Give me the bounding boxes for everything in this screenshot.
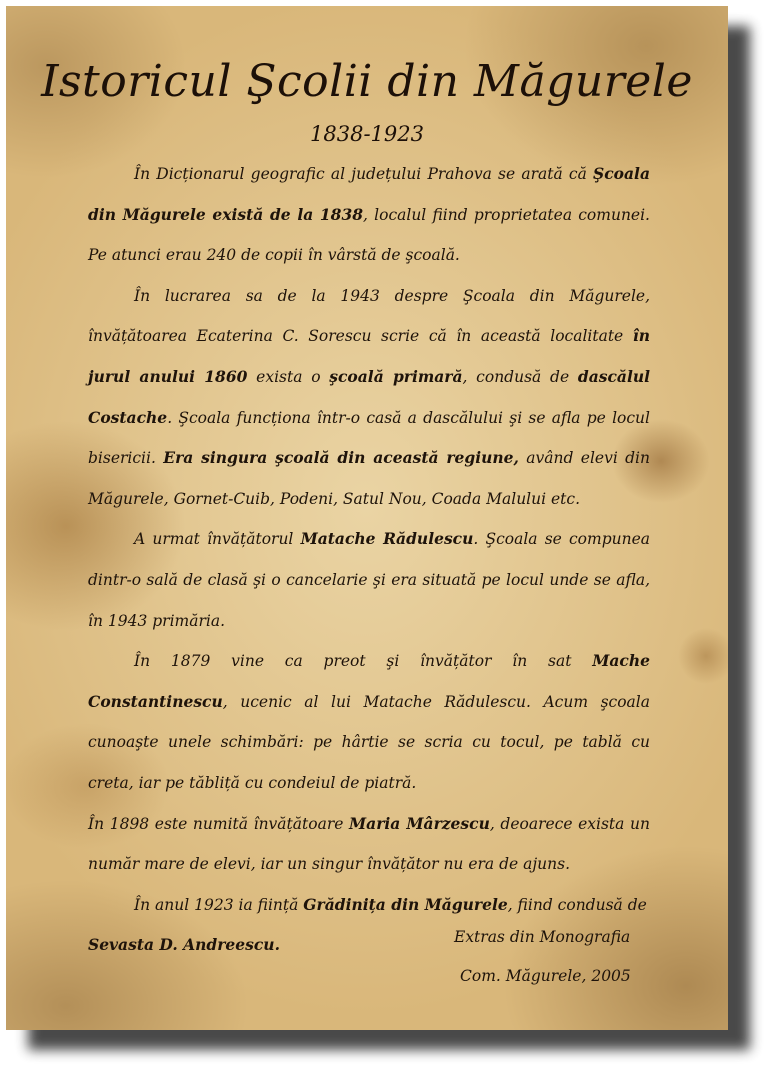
paragraph-bold: şcoală primară bbox=[329, 366, 463, 386]
source-note-line-1: Extras din Monografia bbox=[454, 928, 631, 946]
page-years: 1838-1923 bbox=[310, 122, 424, 146]
paragraph-text: În 1898 este numită învățătoare bbox=[88, 814, 350, 833]
source-note-line-2: Com. Măgurele, 2005 bbox=[460, 967, 631, 985]
paragraph-bold: dascălul Costache bbox=[88, 366, 651, 427]
paragraph-text: În 1879 vine ca preot şi învățător în sat bbox=[134, 652, 593, 671]
document-body bbox=[88, 154, 650, 966]
page-title: Istoricul Şcolii din Măgurele bbox=[41, 56, 693, 107]
paragraph-6 bbox=[88, 885, 650, 966]
paragraph-text: , deoarece exista un număr mare de elevi, iar un singur învățător nu era de ajuns. bbox=[88, 814, 650, 874]
paragraph-bold: Grădinița din Măgurele bbox=[303, 894, 508, 914]
paragraph-text: , localul fiind proprietatea comunei. Pe atunci erau 240 de copii în vârstă de şcoală. bbox=[88, 205, 650, 265]
paragraph-1 bbox=[88, 154, 650, 276]
paragraph-text: având elevi din Măgurele, Gornet-Cuib, Podeni, Satul Nou, Coada Malului etc. bbox=[88, 449, 650, 508]
paragraph-bold: Şcoala din Măgurele există de la 1838 bbox=[88, 164, 650, 224]
paragraph-3 bbox=[88, 519, 650, 641]
paragraph-text: În lucrarea sa de la 1943 despre Şcoala din Măgurele, învățătoarea Ecaterina C. Sorescu scrie că în această localitate bbox=[88, 286, 650, 346]
paragraph-text: A urmat învățătorul bbox=[134, 530, 301, 549]
paragraph-text: , ucenic al lui Matache Rădulescu. Acum şcoala cunoaşte unele schimbări: pe hârtie se scria cu tocul, pe tablă cu creta, iar pe tăbliță cu condeiul de piatră. bbox=[88, 692, 650, 792]
paragraph-bold: Sevasta D. Andreescu. bbox=[88, 935, 280, 955]
paragraph-bold: Mache Constantinescu bbox=[88, 651, 650, 711]
paragraph-text: În Dicționarul geografic al județului Prahova se arată că bbox=[134, 165, 594, 183]
paragraph-text: , condusă de bbox=[462, 367, 578, 386]
paragraph-4 bbox=[88, 641, 650, 803]
paragraph-bold: Maria Mârzescu bbox=[349, 813, 490, 833]
paragraph-text: . Şcoala se compunea dintr-o sală de clasă şi o cancelarie şi era situată pe locul unde se afla, în 1943 primăria. bbox=[88, 530, 651, 630]
paragraph-text: . Şcoala funcționa într-o casă a dascălului şi se afla pe locul bisericii. bbox=[88, 408, 650, 468]
parchment-page bbox=[6, 6, 728, 1030]
paragraph-text: exista o bbox=[247, 367, 330, 386]
paragraph-bold: Matache Rădulescu bbox=[300, 529, 474, 549]
paragraph-bold: Era singura şcoală din această regiune, bbox=[163, 448, 519, 468]
paragraph-bold: în jurul anului 1860 bbox=[88, 326, 650, 386]
paragraph-2 bbox=[88, 276, 650, 520]
paragraph-5 bbox=[88, 804, 650, 885]
paragraph-text: În anul 1923 ia ființă bbox=[134, 895, 304, 914]
paragraph-text: , fiind condusă de bbox=[507, 895, 647, 914]
